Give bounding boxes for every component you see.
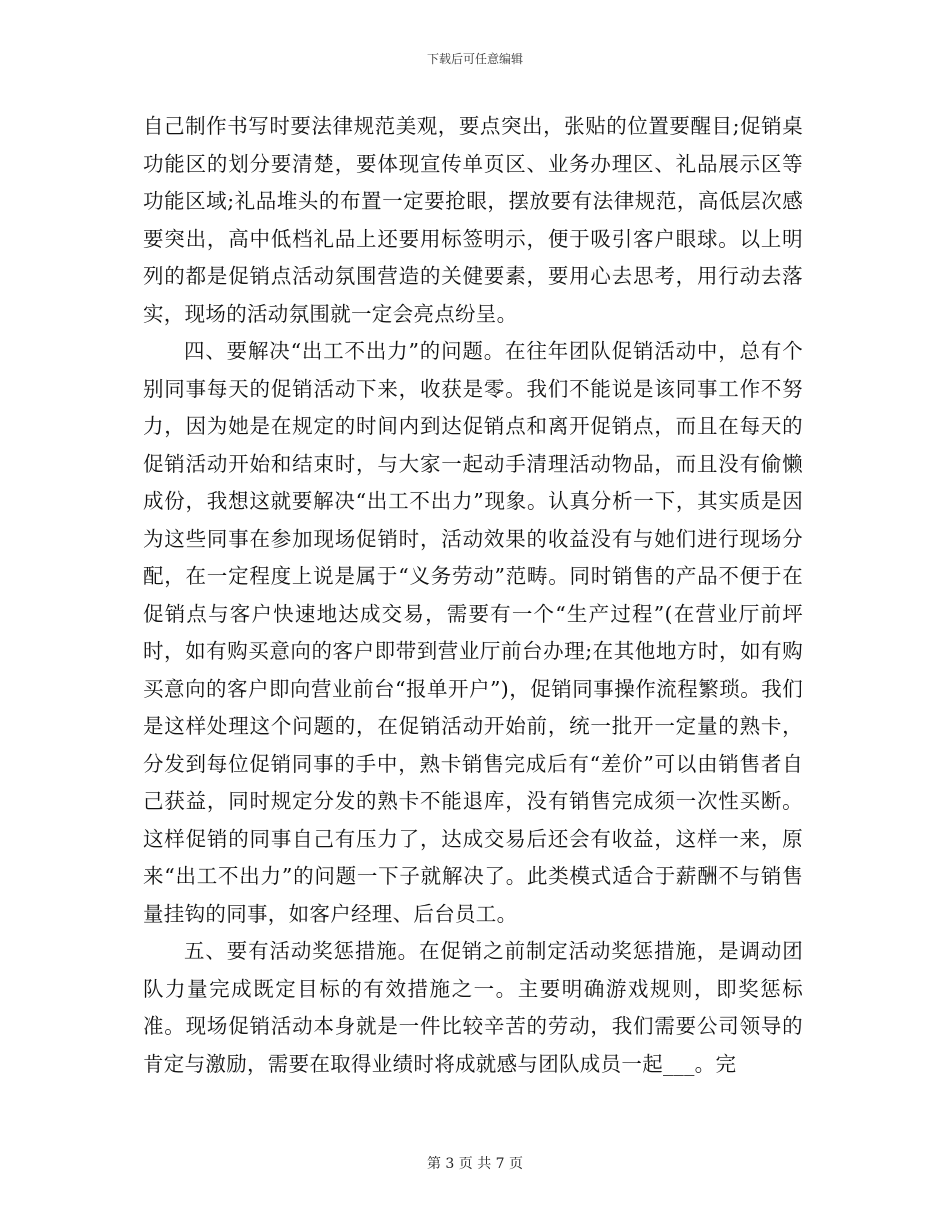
document-body: [143, 108, 803, 1083]
page-footer: 第 3 页 共 7 页: [426, 1156, 524, 1172]
paragraph-continuation: 自己制作书写时要法律规范美观，要点突出，张贴的位置要醒目;促销桌功能区的划分要清楚，要体现宣传单页区、业务办理区、礼品展示区等功能区域;礼品堆头的布置一定要抢眼，摆放要有法律规范，高低层次感要突出，高中低档礼品上还要用标签明示，便于吸引客户眼球。以上明列的都是促销点活动氛围营造的关健要素，要用心去思考，用行动去落实，现场的活动氛围就一定会亮点纷呈。: [143, 114, 803, 326]
page-header: 下载后可任意编辑: [426, 52, 523, 66]
paragraph-section-four: 四、要解决“出工不出力”的问题。在往年团队促销活动中，总有个别同事每天的促销活动下来，收获是零。我们不能说是该同事工作不努力，因为她是在规定的时间内到达促销点和离开促销点，而且在每天的促销活动开始和结束时，与大家一起动手清理活动物品，而且没有偷懒成份，我想这就要解决“出工不出力”现象。认真分析一下，其实质是因为这些同事在参加现场促销时，活动效果的收益没有与她们进行现场分配，在一定程度上说是属于“义务劳动”范畴。同时销售的产品不便于在促销点与客户快速地达成交易，需要有一个“生产过程”(在营业厅前坪时，如有购买意向的客户即带到营业厅前台办理;在其他地方时，如有购买意向的客户即向营业前台“报单开户”)，促销同事操作流程繁琐。我们是这样处理这个问题的，在促销活动开始前，统一批开一定量的熟卡，分发到每位促销同事的手中，熟卡销售完成后有“差价”可以由销售者自己获益，同时规定分发的熟卡不能退库，没有销售完成须一次性买断。这样促销的同事自己有压力了，达成交易后还会有收益，这样一来，原来“出工不出力”的问题一下子就解决了。此类模式适合于薪酬不与销售量挂钩的同事，如客户经理、后台员工。: [143, 339, 803, 926]
paragraph-section-five: 五、要有活动奖惩措施。在促销之前制定活动奖惩措施，是调动团队力量完成既定目标的有效措施之一。主要明确游戏规则，即奖惩标准。现场促销活动本身就是一件比较辛苦的劳动，我们需要公司领导的肯定与激励，需要在取得业绩时将成就感与团队成员一起___。完: [143, 939, 803, 1076]
